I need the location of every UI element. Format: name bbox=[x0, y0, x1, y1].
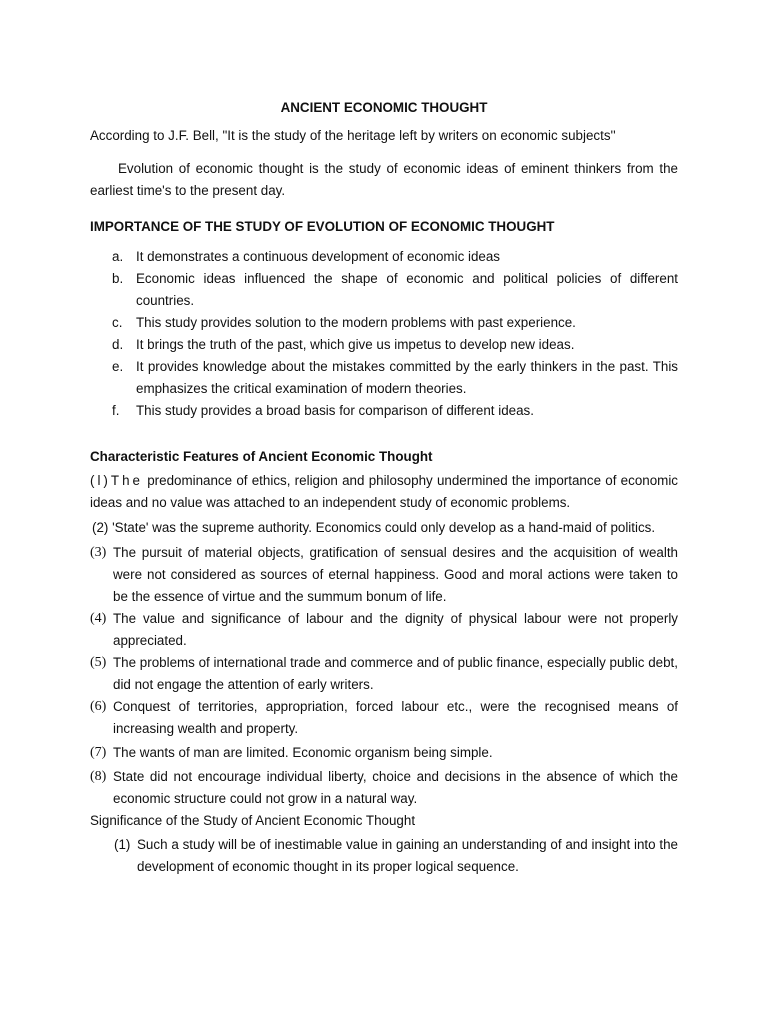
list-marker: a. bbox=[112, 249, 124, 264]
list-item-text: The value and significance of labour and the dignity of physical labour were not properly appreciated. bbox=[113, 611, 678, 648]
characteristics-heading: Characteristic Features of Ancient Economic Thought bbox=[90, 449, 433, 464]
characteristic-ethics bbox=[90, 470, 678, 514]
list-item-text: It brings the truth of the past, which give us impetus to develop new ideas. bbox=[136, 337, 575, 352]
list-marker: (3) bbox=[90, 545, 107, 560]
significance-heading: Significance of the Study of Ancient Economic Thought bbox=[90, 813, 416, 828]
evolution-paragraph: Evolution of economic thought is the study of economic ideas of eminent thinkers from the earliest time's to the present day. bbox=[90, 161, 678, 198]
characteristic-ethics-text: predominance of ethics, religion and philosophy undermined the importance of economic ideas and no value was attached to an independent study of economic problems. bbox=[90, 473, 678, 510]
significance-list bbox=[90, 834, 678, 878]
list-item-text: It demonstrates a continuous development of economic ideas bbox=[136, 249, 500, 264]
list-marker: (6) bbox=[90, 699, 107, 714]
list-marker: f. bbox=[112, 403, 120, 418]
list-item bbox=[112, 268, 678, 312]
list-item bbox=[90, 542, 678, 608]
intro-quote: According to J.F. Bell, "It is the study of the heritage left by writers on economic subjects'' bbox=[90, 128, 616, 143]
characteristic-lead: (l)The bbox=[90, 473, 143, 488]
characteristics-list bbox=[90, 542, 678, 810]
list-item bbox=[114, 834, 678, 878]
list-marker: b. bbox=[112, 271, 124, 286]
list-item-text: The wants of man are limited. Economic organism being simple. bbox=[113, 745, 493, 760]
importance-heading: IMPORTANCE OF THE STUDY OF EVOLUTION OF ECONOMIC THOUGHT bbox=[90, 219, 555, 234]
list-item bbox=[112, 312, 678, 334]
list-marker: (5) bbox=[90, 655, 107, 670]
list-item bbox=[112, 400, 678, 422]
list-item bbox=[112, 356, 678, 400]
list-marker: c. bbox=[112, 315, 123, 330]
list-item-text: This study provides a broad basis for comparison of different ideas. bbox=[136, 403, 534, 418]
list-marker: e. bbox=[112, 359, 124, 374]
list-item bbox=[112, 246, 678, 268]
importance-list bbox=[90, 246, 678, 422]
list-item bbox=[90, 608, 678, 652]
list-item-text: State did not encourage individual liberty, choice and decisions in the absence of which the economic structure could not grow in a natural way. bbox=[113, 769, 678, 806]
list-marker: (4) bbox=[90, 611, 107, 626]
list-item-text: The pursuit of material objects, gratification of sensual desires and the acquisition of wealth were not considered as sources of eternal happiness. Good and moral actions were taken to be the essence of virtue and the summum bonum of life. bbox=[113, 545, 678, 604]
page-title: ANCIENT ECONOMIC THOUGHT bbox=[280, 100, 488, 115]
list-item bbox=[90, 766, 678, 810]
list-item-text: Such a study will be of inestimable value in gaining an understanding of and insight into the development of economic thought in its proper logical sequence. bbox=[137, 837, 678, 874]
list-item-text: The problems of international trade and commerce and of public finance, especially public debt, did not engage the attention of early writers. bbox=[113, 655, 678, 692]
list-item bbox=[112, 334, 678, 356]
list-item-text: It provides knowledge about the mistakes committed by the early thinkers in the past. This emphasizes the critical examination of modern theories. bbox=[136, 359, 678, 396]
list-item-text: This study provides solution to the modern problems with past experience. bbox=[136, 315, 576, 330]
list-item-text: Conquest of territories, appropriation, forced labour etc., were the recognised means of increasing wealth and property. bbox=[113, 699, 678, 736]
characteristic-state: (2) 'State' was the supreme authority. Economics could only develop as a hand-maid of politics. bbox=[92, 520, 656, 535]
list-item bbox=[90, 652, 678, 696]
list-item-text: Economic ideas influenced the shape of economic and political policies of different countries. bbox=[136, 271, 678, 308]
list-item bbox=[90, 742, 678, 764]
list-marker: d. bbox=[112, 337, 124, 352]
list-marker: (1) bbox=[114, 837, 131, 852]
list-item bbox=[90, 696, 678, 740]
list-marker: (8) bbox=[90, 769, 107, 784]
list-marker: (7) bbox=[90, 745, 107, 760]
